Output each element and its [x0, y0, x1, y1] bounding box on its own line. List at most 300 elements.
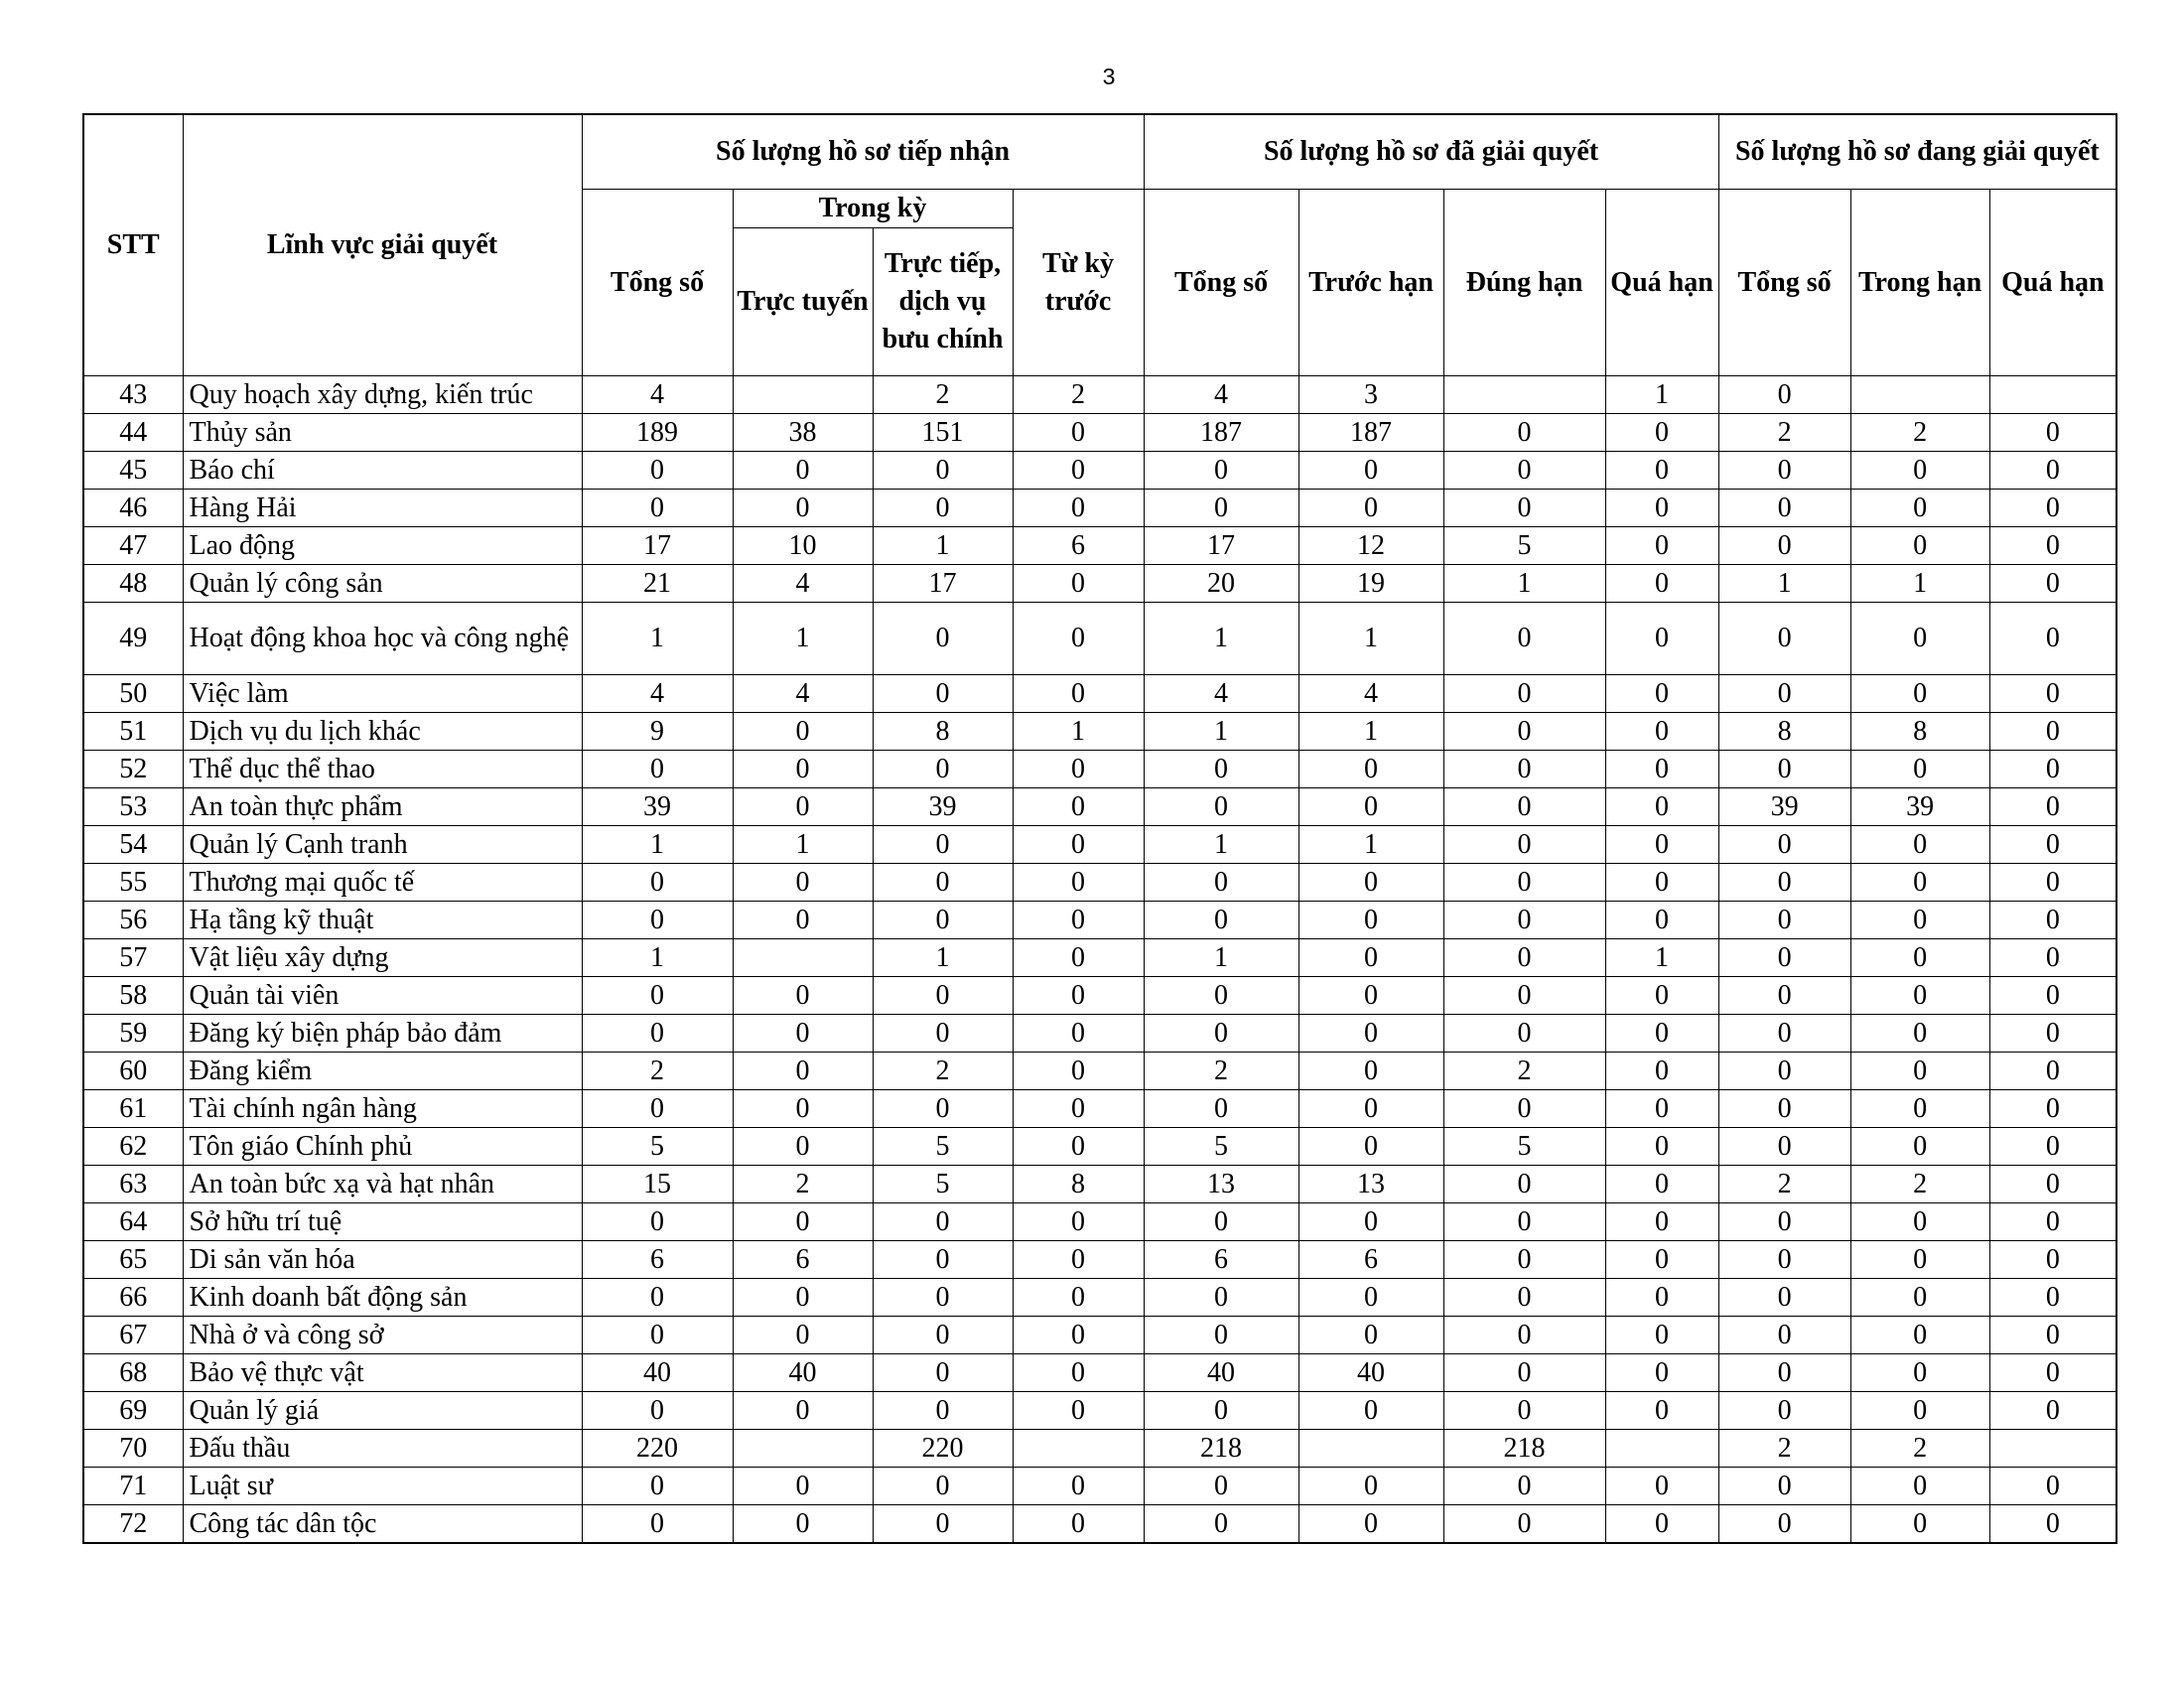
table-row [83, 376, 2116, 414]
cell-s-early: 0 [1298, 939, 1443, 977]
cell-r-prev: 0 [1013, 1392, 1144, 1430]
page-number: 3 [1102, 64, 1116, 89]
cell-r-direct: 0 [873, 1090, 1013, 1128]
table-row [83, 1241, 2116, 1279]
cell-r-direct: 0 [873, 452, 1013, 490]
cell-r-prev: 6 [1013, 527, 1144, 565]
cell-s-early: 19 [1298, 565, 1443, 603]
cell-r-direct: 5 [873, 1166, 1013, 1203]
cell-stt: 43 [83, 376, 183, 414]
cell-s-overdue: 0 [1605, 414, 1718, 452]
cell-stt: 47 [83, 527, 183, 565]
cell-p-overdue: 0 [1989, 1279, 2116, 1317]
header-pending: Số lượng hồ sơ đang giải quyết [1718, 114, 2116, 190]
cell-stt: 59 [83, 1015, 183, 1053]
cell-stt: 63 [83, 1166, 183, 1203]
cell-s-ontime: 0 [1443, 1203, 1605, 1241]
cell-r-direct: 0 [873, 1354, 1013, 1392]
cell-p-in: 0 [1850, 527, 1989, 565]
cell-field: Bảo vệ thực vật [183, 1354, 582, 1392]
cell-s-overdue: 0 [1605, 977, 1718, 1015]
cell-stt: 56 [83, 902, 183, 939]
cell-p-overdue: 0 [1989, 452, 2116, 490]
cell-s-total: 0 [1144, 1468, 1298, 1505]
cell-s-total: 1 [1144, 826, 1298, 864]
cell-p-total: 0 [1718, 1015, 1850, 1053]
cell-r-prev [1013, 1430, 1144, 1468]
cell-p-overdue: 0 [1989, 1392, 2116, 1430]
cell-s-ontime: 0 [1443, 1317, 1605, 1354]
cell-r-online: 10 [733, 527, 873, 565]
cell-s-overdue: 0 [1605, 713, 1718, 751]
header-pending-total: Tổng số [1718, 190, 1850, 376]
cell-s-early: 0 [1298, 1317, 1443, 1354]
cell-s-ontime: 0 [1443, 1279, 1605, 1317]
cell-stt: 60 [83, 1053, 183, 1090]
cell-r-total: 0 [582, 1203, 733, 1241]
cell-p-in: 0 [1850, 1203, 1989, 1241]
cell-s-ontime: 0 [1443, 1392, 1605, 1430]
cell-s-total: 0 [1144, 751, 1298, 788]
cell-r-prev: 0 [1013, 1317, 1144, 1354]
cell-r-direct: 2 [873, 1053, 1013, 1090]
cell-r-total: 0 [582, 452, 733, 490]
cell-s-early: 0 [1298, 977, 1443, 1015]
cell-s-early [1298, 1430, 1443, 1468]
cell-s-overdue: 0 [1605, 1166, 1718, 1203]
cell-r-prev: 0 [1013, 864, 1144, 902]
cell-stt: 71 [83, 1468, 183, 1505]
header-early: Trước hạn [1298, 190, 1443, 376]
cell-stt: 46 [83, 490, 183, 527]
table-row [83, 902, 2116, 939]
cell-r-online: 0 [733, 977, 873, 1015]
cell-r-prev: 1 [1013, 713, 1144, 751]
table-row [83, 1468, 2116, 1505]
cell-s-overdue: 0 [1605, 864, 1718, 902]
cell-p-in: 0 [1850, 1128, 1989, 1166]
cell-r-direct: 5 [873, 1128, 1013, 1166]
cell-s-ontime: 1 [1443, 565, 1605, 603]
cell-r-total: 0 [582, 1505, 733, 1544]
cell-s-early: 3 [1298, 376, 1443, 414]
cell-r-total: 0 [582, 1015, 733, 1053]
cell-s-overdue: 0 [1605, 1053, 1718, 1090]
cell-r-total: 0 [582, 751, 733, 788]
cell-p-in: 1 [1850, 565, 1989, 603]
cell-s-early: 187 [1298, 414, 1443, 452]
cell-p-overdue: 0 [1989, 1015, 2116, 1053]
cell-stt: 72 [83, 1505, 183, 1544]
cell-field: Đăng kiểm [183, 1053, 582, 1090]
cell-s-ontime: 0 [1443, 939, 1605, 977]
cell-p-in: 2 [1850, 414, 1989, 452]
cell-field: Quản lý Cạnh tranh [183, 826, 582, 864]
cell-p-total: 0 [1718, 1279, 1850, 1317]
cell-s-overdue: 0 [1605, 1468, 1718, 1505]
cell-r-total: 17 [582, 527, 733, 565]
header-field: Lĩnh vực giải quyết [183, 114, 582, 376]
statistics-table [82, 113, 2117, 1544]
table-row [83, 826, 2116, 864]
cell-r-total: 21 [582, 565, 733, 603]
table-row [83, 1090, 2116, 1128]
cell-field: Tôn giáo Chính phủ [183, 1128, 582, 1166]
cell-stt: 50 [83, 675, 183, 713]
cell-s-ontime: 0 [1443, 1241, 1605, 1279]
cell-field: Quy hoạch xây dựng, kiến trúc [183, 376, 582, 414]
cell-s-total: 4 [1144, 675, 1298, 713]
cell-p-in: 0 [1850, 1505, 1989, 1544]
cell-field: Hạ tầng kỹ thuật [183, 902, 582, 939]
cell-s-early: 0 [1298, 864, 1443, 902]
cell-r-online: 0 [733, 1468, 873, 1505]
table-row [83, 1053, 2116, 1090]
cell-r-prev: 0 [1013, 675, 1144, 713]
cell-field: Dịch vụ du lịch khác [183, 713, 582, 751]
cell-s-early: 0 [1298, 490, 1443, 527]
cell-s-early: 0 [1298, 902, 1443, 939]
cell-r-direct: 0 [873, 902, 1013, 939]
cell-s-early: 0 [1298, 1015, 1443, 1053]
cell-p-in: 0 [1850, 603, 1989, 675]
table-row [83, 1166, 2116, 1203]
cell-r-total: 1 [582, 826, 733, 864]
cell-s-overdue: 0 [1605, 527, 1718, 565]
cell-s-overdue: 0 [1605, 490, 1718, 527]
cell-p-in: 2 [1850, 1430, 1989, 1468]
cell-s-early: 0 [1298, 1468, 1443, 1505]
cell-stt: 66 [83, 1279, 183, 1317]
cell-p-total: 0 [1718, 452, 1850, 490]
cell-p-total: 0 [1718, 1053, 1850, 1090]
cell-r-prev: 0 [1013, 1128, 1144, 1166]
cell-field: Thủy sản [183, 414, 582, 452]
cell-p-total: 0 [1718, 1392, 1850, 1430]
header-in-period: Trong kỳ [733, 190, 1013, 228]
cell-s-ontime: 0 [1443, 826, 1605, 864]
cell-s-overdue: 1 [1605, 939, 1718, 977]
cell-s-early: 1 [1298, 826, 1443, 864]
cell-r-prev: 0 [1013, 977, 1144, 1015]
cell-field: Đăng ký biện pháp bảo đảm [183, 1015, 582, 1053]
header-resolved-total: Tổng số [1144, 190, 1298, 376]
cell-p-overdue: 0 [1989, 675, 2116, 713]
cell-r-direct: 2 [873, 376, 1013, 414]
table-body [83, 376, 2116, 1544]
cell-s-ontime: 0 [1443, 1354, 1605, 1392]
cell-r-direct: 0 [873, 1505, 1013, 1544]
cell-r-online: 0 [733, 713, 873, 751]
cell-r-direct: 0 [873, 751, 1013, 788]
cell-r-direct: 0 [873, 1203, 1013, 1241]
cell-s-overdue: 0 [1605, 565, 1718, 603]
cell-p-in: 0 [1850, 939, 1989, 977]
cell-r-online: 4 [733, 565, 873, 603]
cell-r-direct: 220 [873, 1430, 1013, 1468]
cell-s-early: 0 [1298, 751, 1443, 788]
cell-p-in: 0 [1850, 490, 1989, 527]
cell-p-total: 2 [1718, 1430, 1850, 1468]
cell-p-in: 8 [1850, 713, 1989, 751]
cell-r-direct: 0 [873, 603, 1013, 675]
cell-p-in: 0 [1850, 864, 1989, 902]
cell-r-online: 0 [733, 490, 873, 527]
cell-r-prev: 0 [1013, 452, 1144, 490]
cell-r-online: 0 [733, 902, 873, 939]
cell-p-overdue: 0 [1989, 977, 2116, 1015]
cell-p-total: 0 [1718, 603, 1850, 675]
cell-r-prev: 0 [1013, 414, 1144, 452]
cell-r-online: 0 [733, 1317, 873, 1354]
cell-p-total: 0 [1718, 490, 1850, 527]
cell-r-total: 0 [582, 1317, 733, 1354]
cell-stt: 49 [83, 603, 183, 675]
cell-s-total: 0 [1144, 902, 1298, 939]
cell-r-direct: 0 [873, 1317, 1013, 1354]
cell-p-overdue: 0 [1989, 414, 2116, 452]
cell-s-total: 1 [1144, 603, 1298, 675]
cell-stt: 69 [83, 1392, 183, 1430]
cell-r-direct: 1 [873, 939, 1013, 977]
cell-p-in: 0 [1850, 1015, 1989, 1053]
table-row [83, 1430, 2116, 1468]
cell-r-prev: 0 [1013, 1505, 1144, 1544]
cell-s-overdue: 0 [1605, 452, 1718, 490]
cell-p-in [1850, 376, 1989, 414]
cell-p-in: 0 [1850, 751, 1989, 788]
cell-r-direct: 39 [873, 788, 1013, 826]
cell-s-ontime: 0 [1443, 1166, 1605, 1203]
cell-s-early: 0 [1298, 1128, 1443, 1166]
cell-s-early: 40 [1298, 1354, 1443, 1392]
cell-p-total: 0 [1718, 1241, 1850, 1279]
cell-s-early: 13 [1298, 1166, 1443, 1203]
cell-field: Quản lý giá [183, 1392, 582, 1430]
table-header [83, 114, 2116, 376]
table-row [83, 788, 2116, 826]
cell-p-total: 0 [1718, 1468, 1850, 1505]
cell-p-overdue: 0 [1989, 751, 2116, 788]
cell-r-prev: 0 [1013, 1354, 1144, 1392]
cell-s-ontime: 5 [1443, 1128, 1605, 1166]
cell-s-total: 0 [1144, 864, 1298, 902]
cell-r-online: 0 [733, 1090, 873, 1128]
cell-s-total: 4 [1144, 376, 1298, 414]
cell-field: Hoạt động khoa học và công nghệ [183, 603, 582, 675]
cell-r-prev: 2 [1013, 376, 1144, 414]
cell-r-online: 38 [733, 414, 873, 452]
cell-stt: 48 [83, 565, 183, 603]
cell-r-prev: 0 [1013, 1053, 1144, 1090]
cell-s-total: 0 [1144, 1279, 1298, 1317]
cell-r-direct: 0 [873, 1279, 1013, 1317]
cell-s-ontime: 0 [1443, 788, 1605, 826]
cell-r-total: 0 [582, 1090, 733, 1128]
cell-s-total: 0 [1144, 490, 1298, 527]
cell-s-total: 0 [1144, 1203, 1298, 1241]
cell-p-overdue: 0 [1989, 490, 2116, 527]
cell-r-total: 1 [582, 939, 733, 977]
cell-s-early: 0 [1298, 1505, 1443, 1544]
cell-s-ontime: 0 [1443, 902, 1605, 939]
cell-s-early: 12 [1298, 527, 1443, 565]
cell-s-ontime: 5 [1443, 527, 1605, 565]
cell-s-total: 1 [1144, 939, 1298, 977]
table-row [83, 565, 2116, 603]
cell-p-total: 0 [1718, 1090, 1850, 1128]
cell-s-overdue: 0 [1605, 1241, 1718, 1279]
cell-s-ontime: 0 [1443, 1015, 1605, 1053]
cell-p-in: 0 [1850, 675, 1989, 713]
cell-s-total: 6 [1144, 1241, 1298, 1279]
cell-p-total: 2 [1718, 1166, 1850, 1203]
cell-r-total: 0 [582, 864, 733, 902]
cell-r-direct: 0 [873, 1392, 1013, 1430]
cell-r-online: 6 [733, 1241, 873, 1279]
table-row [83, 864, 2116, 902]
cell-s-total: 0 [1144, 1015, 1298, 1053]
table-row [83, 1203, 2116, 1241]
cell-p-overdue: 0 [1989, 1317, 2116, 1354]
cell-r-online: 2 [733, 1166, 873, 1203]
cell-p-overdue: 0 [1989, 1354, 2116, 1392]
table-row [83, 527, 2116, 565]
cell-r-online: 0 [733, 1015, 873, 1053]
table-row [83, 603, 2116, 675]
cell-s-total: 0 [1144, 1505, 1298, 1544]
cell-s-ontime: 0 [1443, 603, 1605, 675]
cell-p-overdue [1989, 1430, 2116, 1468]
table-row [83, 414, 2116, 452]
cell-r-prev: 0 [1013, 902, 1144, 939]
cell-p-overdue: 0 [1989, 788, 2116, 826]
cell-s-total: 218 [1144, 1430, 1298, 1468]
table-row [83, 977, 2116, 1015]
cell-s-early: 0 [1298, 788, 1443, 826]
header-received-total: Tổng số [582, 190, 733, 376]
table-row [83, 1505, 2116, 1544]
cell-r-online: 0 [733, 1505, 873, 1544]
cell-field: Thể dục thể thao [183, 751, 582, 788]
cell-p-overdue [1989, 376, 2116, 414]
cell-r-direct: 151 [873, 414, 1013, 452]
table-row [83, 1392, 2116, 1430]
cell-s-ontime: 0 [1443, 864, 1605, 902]
cell-p-overdue: 0 [1989, 565, 2116, 603]
cell-r-direct: 1 [873, 527, 1013, 565]
header-pending-overdue: Quá hạn [1989, 190, 2116, 376]
cell-s-total: 20 [1144, 565, 1298, 603]
cell-r-prev: 0 [1013, 939, 1144, 977]
cell-s-total: 13 [1144, 1166, 1298, 1203]
cell-r-total: 4 [582, 376, 733, 414]
cell-r-direct: 0 [873, 1468, 1013, 1505]
cell-r-direct: 0 [873, 977, 1013, 1015]
cell-field: Kinh doanh bất động sản [183, 1279, 582, 1317]
cell-p-overdue: 0 [1989, 527, 2116, 565]
cell-r-online [733, 1430, 873, 1468]
cell-r-total: 6 [582, 1241, 733, 1279]
cell-s-overdue: 0 [1605, 826, 1718, 864]
cell-s-ontime: 0 [1443, 1505, 1605, 1544]
cell-r-total: 0 [582, 1279, 733, 1317]
cell-p-total: 0 [1718, 939, 1850, 977]
cell-p-in: 39 [1850, 788, 1989, 826]
cell-p-overdue: 0 [1989, 1053, 2116, 1090]
table-row [83, 1354, 2116, 1392]
cell-s-overdue: 0 [1605, 603, 1718, 675]
cell-field: Luật sư [183, 1468, 582, 1505]
cell-r-direct: 0 [873, 1241, 1013, 1279]
cell-p-overdue: 0 [1989, 939, 2116, 977]
cell-s-ontime: 0 [1443, 751, 1605, 788]
cell-field: Sở hữu trí tuệ [183, 1203, 582, 1241]
cell-s-overdue: 0 [1605, 1392, 1718, 1430]
table-row [83, 713, 2116, 751]
header-in-deadline: Trong hạn [1850, 190, 1989, 376]
cell-s-early: 6 [1298, 1241, 1443, 1279]
cell-p-in: 0 [1850, 1392, 1989, 1430]
table-row [83, 1128, 2116, 1166]
cell-r-total: 40 [582, 1354, 733, 1392]
cell-s-ontime: 218 [1443, 1430, 1605, 1468]
cell-r-total: 0 [582, 490, 733, 527]
cell-r-prev: 0 [1013, 1015, 1144, 1053]
cell-p-overdue: 0 [1989, 713, 2116, 751]
cell-s-total: 1 [1144, 713, 1298, 751]
table-row [83, 490, 2116, 527]
cell-s-ontime: 0 [1443, 414, 1605, 452]
cell-p-total: 8 [1718, 713, 1850, 751]
cell-stt: 51 [83, 713, 183, 751]
cell-p-total: 0 [1718, 1203, 1850, 1241]
cell-r-direct: 0 [873, 675, 1013, 713]
cell-stt: 53 [83, 788, 183, 826]
cell-p-overdue: 0 [1989, 1128, 2116, 1166]
cell-p-overdue: 0 [1989, 1166, 2116, 1203]
cell-p-overdue: 0 [1989, 1203, 2116, 1241]
cell-p-in: 2 [1850, 1166, 1989, 1203]
cell-stt: 70 [83, 1430, 183, 1468]
cell-s-total: 0 [1144, 1317, 1298, 1354]
cell-r-prev: 0 [1013, 1279, 1144, 1317]
cell-s-overdue: 0 [1605, 902, 1718, 939]
cell-field: Đấu thầu [183, 1430, 582, 1468]
cell-r-total: 15 [582, 1166, 733, 1203]
cell-r-online: 0 [733, 1053, 873, 1090]
cell-field: An toàn thực phẩm [183, 788, 582, 826]
cell-s-early: 0 [1298, 1203, 1443, 1241]
cell-r-online: 40 [733, 1354, 873, 1392]
header-direct: Trực tiếp, dịch vụ bưu chính [873, 228, 1013, 376]
table-row [83, 751, 2116, 788]
cell-s-overdue: 0 [1605, 788, 1718, 826]
cell-field: Tài chính ngân hàng [183, 1090, 582, 1128]
cell-s-early: 1 [1298, 603, 1443, 675]
cell-s-ontime: 0 [1443, 490, 1605, 527]
header-online: Trực tuyến [733, 228, 873, 376]
cell-r-total: 2 [582, 1053, 733, 1090]
cell-r-total: 220 [582, 1430, 733, 1468]
cell-s-early: 0 [1298, 452, 1443, 490]
cell-s-early: 0 [1298, 1392, 1443, 1430]
cell-r-direct: 0 [873, 1015, 1013, 1053]
cell-r-online: 0 [733, 452, 873, 490]
cell-s-total: 0 [1144, 452, 1298, 490]
cell-s-ontime: 0 [1443, 675, 1605, 713]
cell-s-overdue: 0 [1605, 1505, 1718, 1544]
